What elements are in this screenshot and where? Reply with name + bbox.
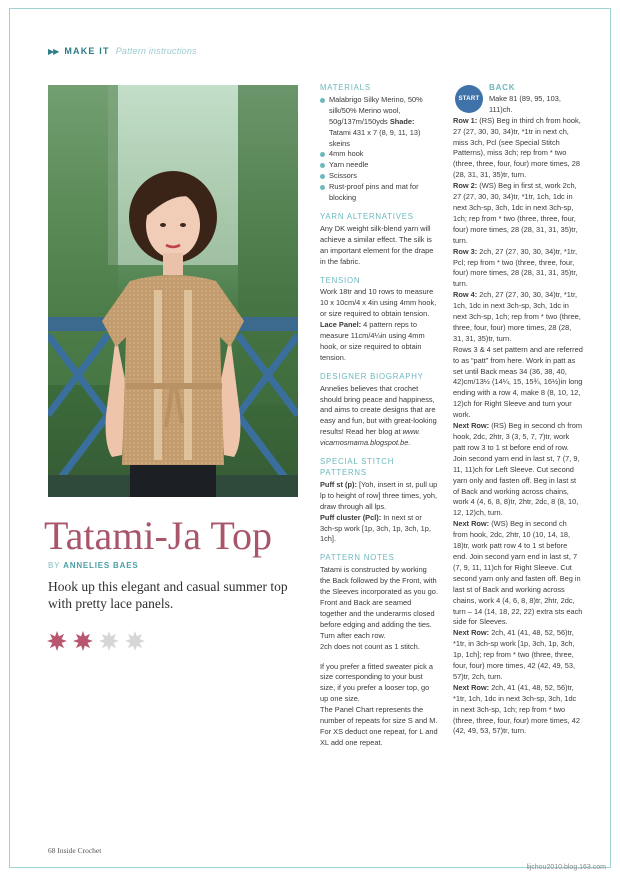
materials-item-text: Yarn needle	[329, 160, 369, 170]
lead-text: Hook up this elegant and casual summer top with pretty lace panels.	[48, 579, 288, 611]
pattern-row	[453, 345, 583, 421]
author-name: ANNELIES BAES	[63, 561, 139, 570]
article-title: Tatami-Ja Top	[44, 513, 273, 558]
materials-item	[320, 182, 438, 204]
model-photo	[48, 85, 298, 497]
materials-item-text: 4mm hook	[329, 149, 364, 159]
yarn-alt-text: Any DK weight silk-blend yarn will achieve a similar effect. The silk is an important element for the drape in the fabric.	[320, 223, 434, 266]
puff-st	[320, 480, 438, 513]
tension-text: Work 18tr and 10 rows to measure 10 x 10cm/4 x 4in using 4mm hook, or size required to obtain tension.	[320, 287, 437, 319]
pattern-row-label: Row 2:	[453, 181, 478, 191]
pattern-row-text: (WS) Beg in first st, work 2ch, 27 (27, 30, 30, 34)tr, *1tr, 1ch, 1dc in next 3ch-sp, 3ch, 1dc in next 3ch-sp, 1ch; rep from * two (three, three, four, four) more times, 28 (28, 31, 31, 35)tr, turn.	[453, 181, 578, 245]
arrow-icon: ▶▶	[48, 46, 59, 56]
byline-prefix: BY	[48, 561, 61, 570]
pattern-row-label: Row 4:	[453, 290, 478, 300]
pattern-row-text: 2ch, 27 (27, 30, 30, 34)tr, *1tr, Pcl; rep from * two (three, three, four, four) more times, 28 (28, 31, 31, 35)tr, turn.	[453, 246, 578, 289]
pattern-row	[453, 683, 583, 738]
puff-cluster	[320, 513, 438, 546]
pattern-row	[453, 181, 583, 246]
lace-panel-text	[320, 320, 438, 364]
materials-list	[320, 95, 438, 204]
notes-p4: If you prefer a fitted sweater pick a size corresponding to your bust size, if you prefer a looser top, go up one size.	[320, 661, 433, 704]
stitch-heading: SPECIAL STITCH PATTERNS	[320, 457, 395, 477]
magazine-name: Inside Crochet	[57, 846, 102, 855]
pattern-row	[453, 628, 583, 683]
puff-cluster-label: Puff cluster (Pcl):	[320, 512, 382, 522]
back-heading: BACK	[489, 83, 516, 92]
blog-link[interactable]: www. vicarnosmama.blogspot.be.	[320, 427, 421, 448]
materials-item-text: Rust-proof pins and mat for blocking	[329, 182, 419, 203]
pattern-row	[453, 519, 583, 628]
info-column	[320, 83, 438, 749]
pattern-row	[453, 421, 583, 519]
notes-p5: The Panel Chart represents the number of repeats for size S and M. For XS deduct one repeat, for L and XL add one repeat.	[320, 705, 438, 747]
notes-heading: PATTERN NOTES	[320, 553, 395, 563]
pattern-row-text: (RS) Beg in third ch from hook, 27 (27, 30, 30, 34)tr, *1tr in next ch, miss 3ch, Pcl (see Special Stitch Patterns), miss 3ch; rep from * two (three, three, four, four) more times, 28 (28, 31, 31, 35)tr, turn.	[453, 115, 581, 180]
back-column	[453, 83, 583, 737]
pattern-row-label: Row 3:	[453, 246, 478, 256]
pattern-row	[453, 247, 583, 291]
materials-item-text: Scissors	[329, 171, 357, 181]
section-header	[48, 46, 197, 56]
lace-panel-label: Lace Panel:	[320, 320, 362, 330]
puff-st-body: [Yoh, insert in st, pull up lp to height of row] three times, yoh, draw through all lps.	[320, 479, 438, 511]
materials-item	[320, 171, 438, 182]
watermark: lijchou2010.blog.163.com	[526, 864, 606, 871]
rating-star-icon	[72, 630, 94, 652]
tension-heading: TENSION	[320, 275, 361, 285]
notes-p1: Tatami is constructed by working the Back followed by the Front, with the Sleeves incorporated as you go. Front and Back are seamed together and the underarms closed before edging and adding the ties.	[320, 565, 438, 629]
back-rows	[453, 116, 583, 738]
back-intro-block	[453, 83, 583, 116]
rating-star-icon	[98, 630, 120, 652]
pattern-row-text: (WS) Beg in second ch from hook, 2dc, 2htr, 10 (10, 14, 18, 18)tr, work patt row 4 to 1 st before end. Join second yarn end in last st, 7 (7, 9, 11, 11)ch for Right Sleeve. Cut second yarn only and fasten off. Beg in last st of Back and working across chains, work 4 (4, 6, 8, 8)tr, 2htr, 2dc, turn – 14 (14, 18, 22, 22) extra sts each side for Sleeves.	[453, 519, 583, 627]
notes-p3: 2ch does not count as 1 stitch.	[320, 641, 420, 651]
pattern-row-text: (RS) Beg in second ch from hook, 2dc, 2htr, 3 (3, 5, 7, 7)tr, work patt row 3 to 1 st before end of row. Join second yarn end in last st, 7 (7, 9, 11, 11)ch for Left Sleeve. Cut second yarn only and fasten off. Beg in last st of Back and working across chains, work 4 (4, 6, 8, 8)tr, 2htr, 2dc, 8 (8, 10, 12, 12)ch, turn.	[453, 421, 582, 518]
materials-item	[320, 95, 438, 150]
pattern-row	[453, 116, 583, 181]
materials-item	[320, 160, 438, 171]
section-sublabel: Pattern instructions	[115, 46, 197, 56]
difficulty-rating	[46, 630, 146, 652]
pattern-row-text: 2ch, 27 (27, 30, 30, 34)tr, *1tr, 1ch, 1dc in next 3ch-sp, 3ch, 1dc in next 3ch-sp, 1ch; rep from * two (three, three, four, four) more times, 28 (28, 31, 31, 35)tr, turn.	[453, 290, 581, 343]
pattern-row	[453, 290, 583, 345]
materials-item	[320, 149, 438, 160]
pattern-row-label: Next Row:	[453, 519, 490, 529]
model-illustration	[48, 85, 298, 497]
materials-item-text: Malabrigo Silky Merino, 50% silk/50% Merino wool, 50g/137m/150yds	[329, 94, 423, 126]
notes-p2: Turn after each row.	[320, 630, 386, 640]
rating-star-icon	[124, 630, 146, 652]
puff-cluster-body: In next st or 3ch-sp work [1p, 3ch, 1p, 3ch, 1p, 1ch].	[320, 512, 431, 544]
page-footer	[48, 846, 101, 855]
pattern-row-label: Row 1:	[453, 115, 478, 125]
materials-item-label: Shade:	[389, 116, 415, 126]
puff-st-label: Puff st (p):	[320, 479, 357, 489]
bio-text	[320, 384, 438, 449]
pattern-row-text: 2ch, 41 (41, 48, 52, 56)tr, *1tr, in 3ch-sp work [1p, 3ch, 1p, 3ch, 1p, 1ch]; rep from * two (three, three, four, four) more times, 42 (42, 49, 53, 57)tr, 2ch, turn.	[453, 628, 576, 681]
materials-item-detail: Tatami 431 x 7 (8, 9, 11, 13) skeins	[329, 127, 421, 148]
materials-heading: MATERIALS	[320, 83, 371, 92]
rating-star-icon	[46, 630, 68, 652]
pattern-row-text: Rows 3 & 4 set pattern and are referred to as “patt” from here. Work in patt as set until Back meas 34 (36, 38, 40, 42)cm/13½ (14¼, 15, 15¾, 16½)in long ending with a row 4, make 8 (8, 10, 12, 12)ch for Right Sleeve and turn your work.	[453, 344, 583, 420]
byline	[48, 561, 138, 570]
page-number: 68	[48, 846, 56, 855]
start-badge: START	[455, 85, 483, 113]
back-intro: Make 81 (89, 95, 103, 111)ch.	[489, 93, 561, 114]
lace-panel-body: 4 pattern reps to measure 11cm/4¼in using 4mm hook, or size required to obtain tension.	[320, 320, 425, 362]
pattern-row-label: Next Row:	[453, 421, 490, 431]
bio-body: Annelies believes that crochet should bring peace and happiness, and aims to create designs that are easy and fun, but with great-looking results! Read her blog at	[320, 383, 437, 437]
pattern-row-label: Next Row:	[453, 682, 490, 692]
yarn-alt-heading: YARN ALTERNATIVES	[320, 211, 414, 221]
pattern-row-text: 2ch, 41 (41, 48, 52, 56)tr, *1tr, 1ch, 1dc in next 3ch-sp, 3ch, 1dc in next 3ch-sp, 1ch; rep from * two (three, three, four, four) more times, 42 (42, 49, 53, 57)tr, turn.	[453, 682, 580, 736]
section-label: MAKE IT	[64, 46, 110, 56]
pattern-row-label: Next Row:	[453, 628, 490, 638]
bio-heading: DESIGNER BIOGRAPHY	[320, 371, 424, 381]
